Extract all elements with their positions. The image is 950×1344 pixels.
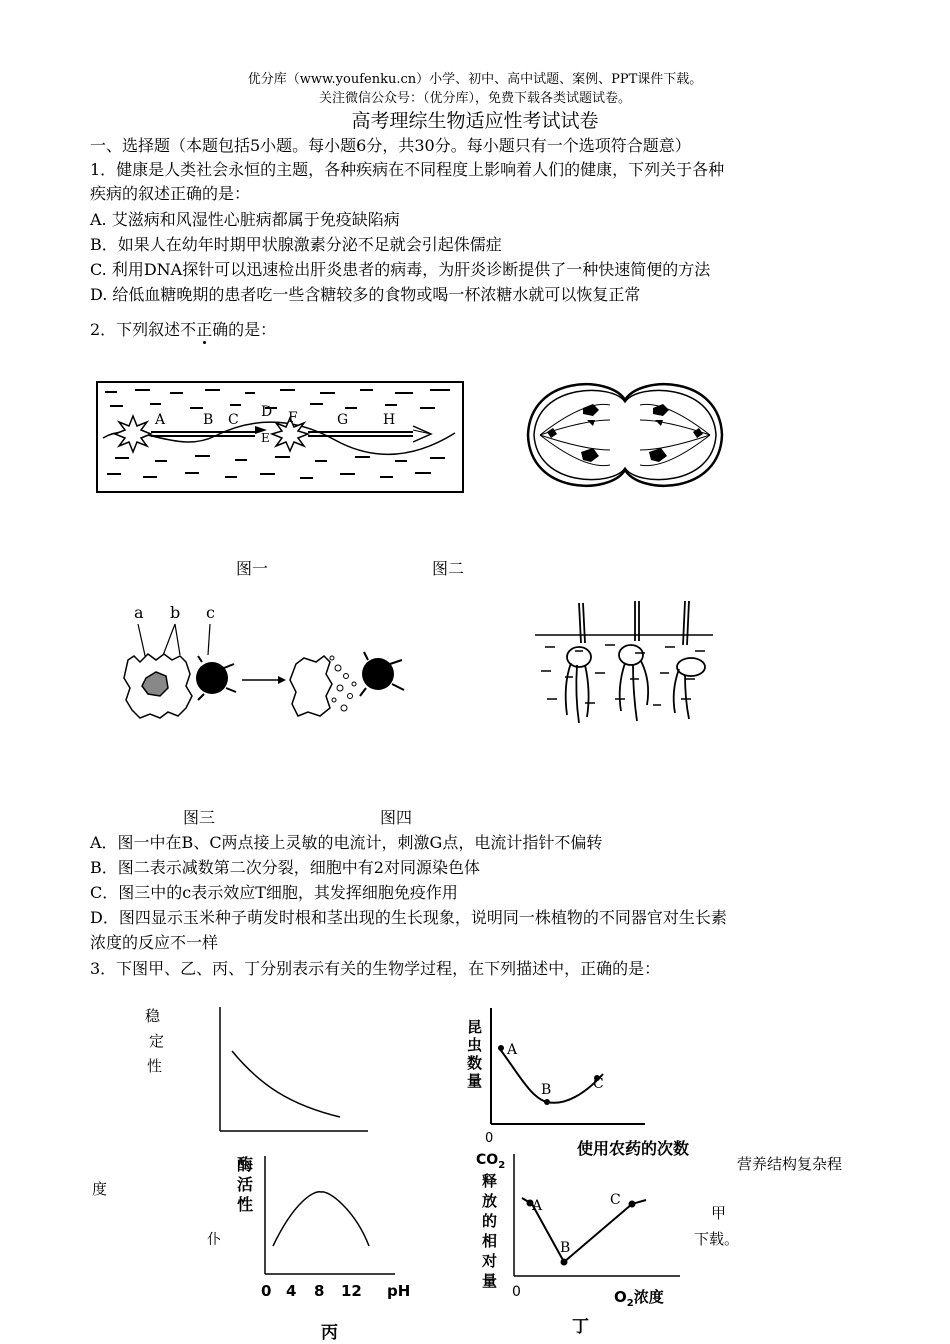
bing-xlabel: pH: [387, 1282, 411, 1300]
section-heading: 一、选择题（本题包括5小题。每小题6分，共30分。每小题只有一个选项符合题意）: [90, 136, 691, 155]
yi-ylabel-2: 虫: [467, 1036, 483, 1054]
fig1-label-c: C: [228, 412, 239, 428]
jia-ylabel-3: 性: [147, 1057, 163, 1075]
fig3-label-b: b: [170, 603, 181, 622]
header-line-2: 关注微信公众号：（优分库），免费下载各类试题试卷。: [318, 91, 631, 106]
ding-point-b: B: [560, 1240, 571, 1256]
yi-ylabel-3: 数: [467, 1054, 483, 1072]
jia-ylabel-2: 定: [149, 1032, 165, 1050]
q1-option-c: C. 利用DNA探针可以迅速检出肝炎患者的病毒，为肝炎诊断提供了一种快速简便的方法: [90, 260, 711, 279]
graph-jia: [210, 1005, 370, 1135]
q2-option-d: D．图四显示玉米种子萌发时根和茎出现的生长现象，说明同一株植物的不同器官对生长素: [90, 908, 727, 927]
q2-option-a: A．图一中在B、C两点接上灵敏的电流计，刺激G点，电流计指针不偏转: [90, 833, 603, 852]
ding-ylabel-co2: $CO_2$: [476, 1152, 506, 1171]
fig3-label-a: a: [134, 603, 144, 622]
bing-tick-12: 12: [341, 1282, 362, 1300]
fig1-label-g: G: [337, 412, 349, 428]
q2-option-d-continued: 浓度的反应不一样: [90, 933, 219, 952]
q2-option-b: B．图二表示减数第二次分裂，细胞中有2对同源染色体: [90, 858, 480, 877]
jia-xlabel-left: 度: [92, 1180, 108, 1198]
overlap-right-text: 下载。: [694, 1230, 740, 1248]
caption-figure-3: 图三: [183, 808, 216, 827]
q1-option-b: B．如果人在幼年时期甲状腺激素分泌不足就会引起侏儒症: [90, 235, 502, 254]
ding-xlabel: $O_2$浓度: [614, 1288, 664, 1309]
jia-ylabel-1: 稳: [145, 1007, 161, 1025]
fig1-label-e: E: [261, 431, 270, 445]
fig3-label-c: c: [206, 603, 215, 622]
fig1-label-b: B: [203, 412, 214, 428]
yi-ylabel-1: 昆: [467, 1018, 483, 1036]
bing-ylabel-1: 酶: [237, 1155, 254, 1174]
header-line-1: 优分库（www.youfenku.cn）小学、初中、高中试题、案例、PPT课件下载。: [247, 72, 703, 87]
ding-point-c: C: [610, 1192, 621, 1208]
graph-bing: [205, 1150, 420, 1344]
bing-ylabel-2: 活: [237, 1175, 254, 1194]
figure-1-nerve: [95, 378, 465, 496]
bing-name: 丙: [321, 1323, 338, 1343]
ding-ylabel-4: 相: [482, 1232, 498, 1250]
ding-point-a: A: [532, 1198, 543, 1214]
yi-point-b: B: [541, 1082, 552, 1098]
jia-xlabel-right: 营养结构复杂程: [737, 1155, 843, 1173]
ding-origin: 0: [512, 1284, 521, 1300]
ding-name: 丁: [572, 1317, 589, 1337]
fig1-label-h: H: [383, 412, 396, 428]
graph-yi: [455, 998, 715, 1158]
fig1-label-d: D: [261, 404, 273, 420]
overlap-left-char: 仆: [207, 1232, 221, 1248]
bing-tick-8: 8: [314, 1282, 325, 1300]
caption-figure-4: 图四: [380, 808, 413, 827]
figure-2-cell-division: [525, 380, 725, 490]
q3-stem: 3．下图甲、乙、丙、丁分别表示有关的生物学过程，在下列描述中，正确的是：: [90, 959, 661, 978]
yi-origin: 0: [485, 1131, 494, 1146]
ding-ylabel-2: 放: [482, 1192, 498, 1210]
caption-figure-1: 图一: [236, 559, 269, 578]
graph-ding: [470, 1146, 690, 1344]
yi-point-a: A: [507, 1042, 518, 1058]
figure-4-seedlings: [535, 595, 715, 745]
q2-option-c: C．图三中的c表示效应T细胞，其发挥细胞免疫作用: [90, 883, 458, 902]
q1-option-a: A. 艾滋病和风湿性心脏病都属于免疫缺陷病: [90, 210, 400, 229]
fig1-label-f: F: [288, 410, 298, 426]
bing-ylabel-3: 性: [237, 1195, 254, 1214]
jia-name: 甲: [711, 1204, 727, 1222]
q1-stem-line-1: 1．健康是人类社会永恒的主题，各种疾病在不同程度上影响着人们的健康，下列关于各种: [90, 160, 725, 179]
page-title: 高考理综生物适应性考试试卷: [351, 110, 599, 132]
q1-stem-line-2: 疾病的叙述正确的是：: [90, 184, 251, 203]
yi-xlabel: 使用农药的次数: [577, 1139, 690, 1158]
emphasis-dot: [203, 341, 206, 344]
bing-tick-4: 4: [286, 1282, 297, 1300]
ding-ylabel-5: 对: [482, 1252, 498, 1270]
ding-ylabel-3: 的: [482, 1212, 498, 1230]
caption-figure-2: 图二: [432, 559, 465, 578]
yi-point-c: C: [593, 1076, 604, 1092]
ding-ylabel-1: 释: [482, 1172, 498, 1190]
ding-ylabel-6: 量: [482, 1272, 498, 1290]
q2-stem: 2．下列叙述不正确的是：: [90, 320, 277, 339]
q1-option-d: D. 给低血糖晚期的患者吃一些含糖较多的食物或喝一杯浓糖水就可以恢复正常: [90, 285, 641, 304]
yi-ylabel-4: 量: [467, 1072, 483, 1090]
bing-tick-0: 0: [261, 1282, 272, 1300]
fig1-label-a: A: [155, 412, 166, 428]
figure-3-t-cell: [120, 600, 420, 730]
